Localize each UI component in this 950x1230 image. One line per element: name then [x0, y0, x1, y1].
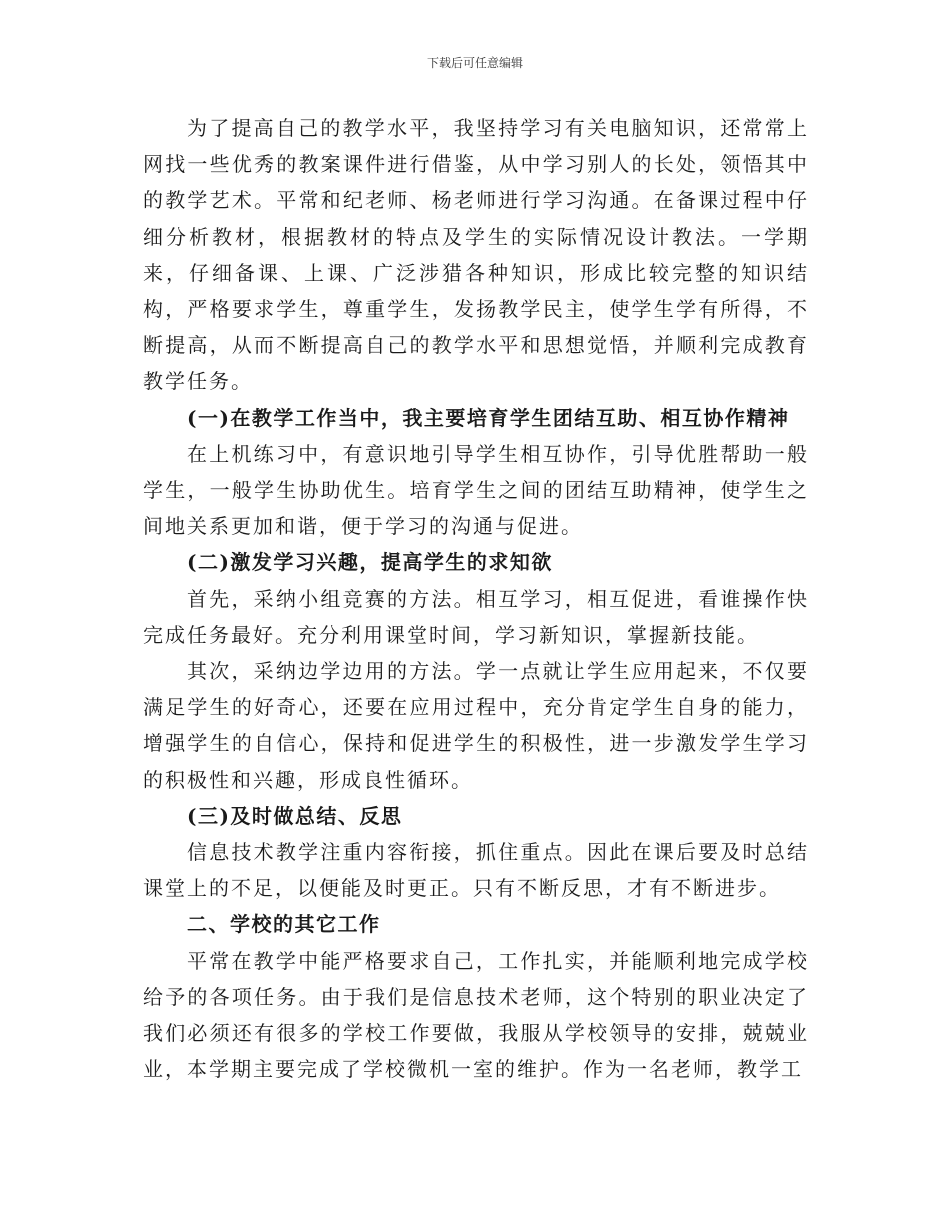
paragraph: 在上机练习中，有意识地引导学生相互协作，引导优胜帮助一般学生，一般学生协助优生。培育学生之间的团结互助精神，使学生之间地关系更加和谐，便于学习的沟通与促进。 — [143, 441, 809, 539]
section-heading: 二、学校的其它工作 — [187, 912, 381, 937]
paragraph: 信息技术教学注重内容衔接，抓住重点。因此在课后要及时总结课堂上的不足，以便能及时更正。只有不断反思，才有不断进步。 — [143, 840, 809, 901]
paragraph: 其次，采纳边学边用的方法。学一点就让学生应用起来，不仅要满足学生的好奇心，还要在应用过程中，充分肯定学生自身的能力，增强学生的自信心，保持和促进学生的积极性，进一步激发学生学习的积极性和兴趣，形成良性循环。 — [143, 659, 809, 792]
section-heading: (二)激发学习兴趣，提高学生的求知欲 — [187, 550, 553, 575]
section-heading: (三)及时做总结、反思 — [187, 803, 403, 828]
page-header: 下载后可任意编辑 — [426, 56, 523, 70]
paragraph: 为了提高自己的教学水平，我坚持学习有关电脑知识，还常常上网找一些优秀的教案课件进行借鉴，从中学习别人的长处，领悟其中的教学艺术。平常和纪老师、杨老师进行学习沟通。在备课过程中仔细分析教材，根据教材的特点及学生的实际情况设计教法。一学期来，仔细备课、上课、广泛涉猎各种知识，形成比较完整的知识结构，严格要求学生，尊重学生，发扬教学民主，使学生学有所得，不断提高，从而不断提高自己的教学水平和思想觉悟，并顺利完成教育教学任务。 — [143, 116, 809, 394]
paragraph: 首先，采纳小组竞赛的方法。相互学习，相互促进，看谁操作快完成任务最好。充分利用课堂时间，学习新知识，掌握新技能。 — [143, 586, 809, 647]
document-body — [143, 110, 809, 1087]
paragraph: 平常在教学中能严格要求自己，工作扎实，并能顺利地完成学校给予的各项任务。由于我们是信息技术老师，这个特别的职业决定了我们必须还有很多的学校工作要做，我服从学校领导的安排，兢兢业业，本学期主要完成了学校微机一室的维护。作为一名老师，教学工 — [143, 948, 809, 1082]
section-heading: (一)在教学工作当中，我主要培育学生团结互助、相互协作精神 — [187, 405, 790, 430]
